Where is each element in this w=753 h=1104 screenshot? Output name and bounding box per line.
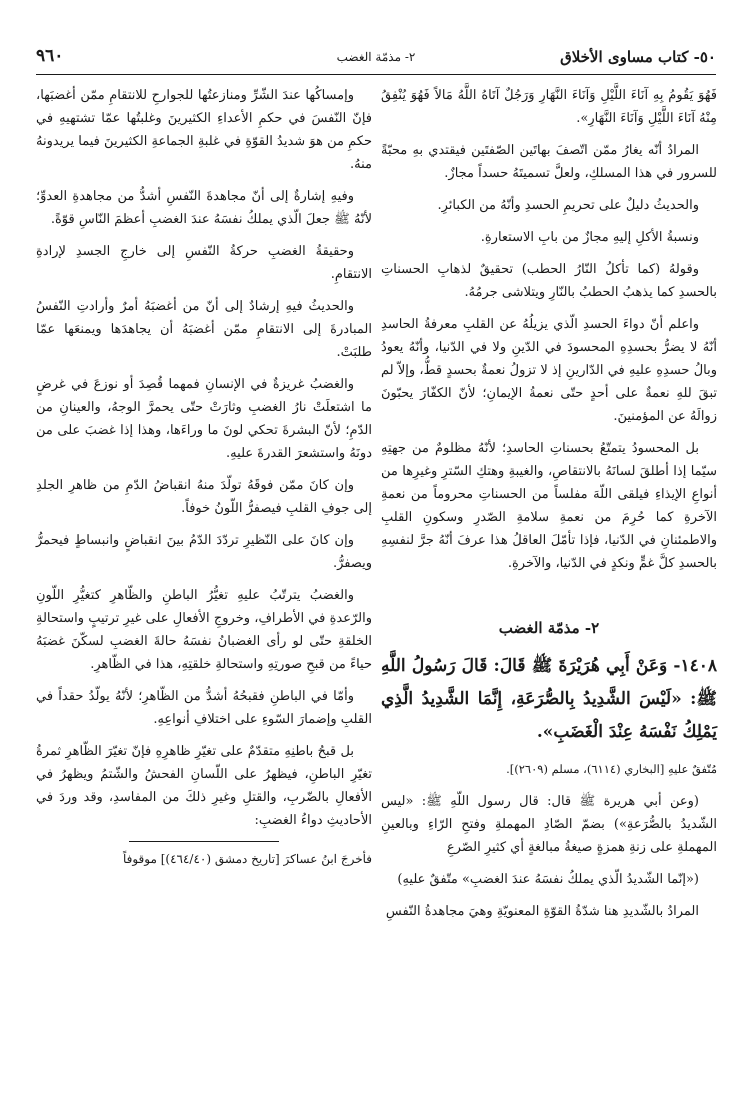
paragraph: والحديثُ دليلٌ على تحريمِ الحسدِ وأنّهُ من الكبائرِ. xyxy=(437,198,699,213)
left-column xyxy=(36,84,372,879)
hadith-reference: مُتّفقٌ عليهِ [البخاري (٦١١٤)، مسلم (٢٦٠٩)]. xyxy=(506,762,717,776)
paragraph: واعلم أنّ دواءَ الحسدِ الّذي يزيلُهُ عن القلبِ معرفةُ الحاسدِ أنّهُ لا يضرُّ بحسدِهِ المحسودَ في الدّينِ ولا في الدّنيا، وأنّهُ يعودُ وبالُ حسدِهِ عليهِ في الدّارينِ إذ لا تزولُ نعمةٌ بحسدٍ قطُّ، وإلاّ لم تبقَ للهِ نعمةٌ على أحدٍ حتّى نعمةُ الإيمانِ؛ لأنّ الكفّارَ يحبّونَ زوالَهُ عن المؤمنينَ. xyxy=(381,317,717,424)
paragraph: («إنّما الشّديدُ الّذي يملكُ نفسَهُ عندَ الغضبِ» متّفقٌ عليهِ) xyxy=(397,872,699,887)
paragraph: فَهُوَ يَقُومُ بِهِ آنَاءَ اللَّيْلِ وَآنَاءَ النَّهَارِ وَرَجُلٌ آتَاهُ اللَّهُ مَالاً فَهُوَ يُنْفِقُ مِنْهُ آنَاءَ اللَّيْلِ وَآنَاءَ النَّهَارِ». xyxy=(381,88,717,126)
paragraph: المرادُ أنّه يغارُ ممّن اتّصفَ بهاتَين الصّفتَين فيقتدي بهِ محبّةً للسرور في هذا المسلكِ، ولعلَّ تسميتَهُ حسداً مجازٌ. xyxy=(381,143,717,181)
book-title: ٥٠- كتاب مساوى الأخلاق xyxy=(560,48,716,66)
section-title: ٢- مذمّة الغضب xyxy=(498,619,600,637)
hadith-text: ١٤٠٨- وَعَنْ أَبِي هُرَيْرَةَ ﷺ قَالَ: قَالَ رَسُولُ اللَّهِ ﷺ: «لَيْسَ الشَّدِيدُ بِالصُّرَعَةِ، إِنَّمَا الشَّدِيدُ الَّذِي يَمْلِكُ نَفْسَهُ عِنْدَ الْغَضَبِ». xyxy=(381,656,717,742)
paragraph: والغضبُ يترتّبُ عليهِ تغيُّرُ الباطنِ والظّاهرِ كتغيُّرِ اللّونِ والرّعدةِ في الأطرافِ، وخروجِ الأفعالِ على غيرِ ترتيبٍ واستحالةِ الخلقةِ حتّى لو رأى الغضبانُ نفسَهُ حالةَ الغضبِ لسكّنَ غضبَهُ حياءً من قبحِ صورتِهِ واستحالةِ خلقتِهِ، هذا في الظّاهرِ. xyxy=(36,588,372,672)
paragraph: وحقيقةُ الغضبِ حركةُ النّفسِ إلى خارجِ الجسدِ لإرادةِ الانتقامِ. xyxy=(36,244,372,282)
paragraph: وإن كانَ ممّن فوقَهُ تولّدَ منهُ انقباضُ الدّمِ من ظاهرِ الجلدِ إلى جوفِ القلبِ فيصفرُّ اللّونُ خوفاً. xyxy=(36,478,372,516)
paragraph: وقولهُ (كما تأكلُ النّارُ الحطب) تحقيقٌ لذهابِ الحسناتِ بالحسدِ كما يذهبُ الحطبُ بالنّارِ ويتلاشى جرمُهُ. xyxy=(381,262,717,300)
paragraph: وإن كانَ على النّظيرِ تردّدَ الدّمُ بينَ انقباضٍ وانبساطٍ فيحمرُّ ويصفرُّ. xyxy=(36,533,372,571)
paragraph: ونسبةُ الأكلِ إليهِ مجازٌ من بابِ الاستعارةِ. xyxy=(480,230,699,245)
paragraph: المرادُ بالشّديدِ هنا شدّةُ القوّةِ المعنويّةِ وهيَ مجاهدةُ النّفسِ xyxy=(385,904,699,919)
footnote: فأخرجَ ابنُ عساكرَ [تاريخ دمشق (٤٦٤/٤٠)] موقوفاً xyxy=(122,852,372,866)
right-column xyxy=(381,84,717,932)
chapter-title: ٢- مذمّة الغضب xyxy=(336,50,416,64)
page-header xyxy=(36,46,716,72)
paragraph: (وعن أبي هريرة ﷺ قال: قال رسول اللّهِ ﷺ: «ليس الشّديدُ بالصُّرَعةِ») بضمّ الصّادِ المهملةِ وفتحِ الرّاءِ وبالعينِ المهملةِ على زنةِ همزةٍ صيغةُ مبالغةٍ أي كثيرِ الصّرعِ xyxy=(381,794,717,855)
paragraph: بل قبحُ باطنِهِ متقدّمٌ على تغيّرِ ظاهرِهِ فإنّ تغيّرَ الظّاهرِ ثمرةُ تغيّرِ الباطنِ، فيظهرُ على اللّسانِ الفحشُ والشّتمُ ويظهرُ في الأفعالِ بالضّربِ، والقتلِ وغيرِ ذلكَ من المفاسدِ، وقد وردَ في الأحاديثِ دواءُ الغضبِ: xyxy=(36,744,372,828)
header-rule xyxy=(36,74,716,75)
paragraph: وأمّا في الباطنِ فقبحُهُ أشدُّ من الظّاهرِ؛ لأنّهُ يولّدُ حقداً في القلبِ وإضمارَ السّوءِ على اختلافِ أنواعِهِ. xyxy=(36,689,372,727)
paragraph: والغضبُ غريزةٌ في الإنسانِ فمهما قُصِدَ أو نوزعَ في غرضٍ ما اشتعلَتْ نارُ الغضبِ وثارَتْ حتّى يحمرَّ الوجهُ، والعينانِ من الدّمِ؛ لأنّ البشرةَ تحكي لونَ ما وراءَها، وهذا إذا غضبَ على من دونَهُ واستشعرَ القدرةَ عليهِ. xyxy=(36,377,372,461)
footnote-separator xyxy=(129,841,279,842)
page-number: ٩٦٠ xyxy=(36,46,64,66)
paragraph: بل المحسودُ يتمتّعُ بحسناتِ الحاسدِ؛ لأنّهُ مظلومٌ من جهتِهِ سيّما إذا أطلقَ لسانَهُ بالانتقاصِ، والغيبةِ وهتكِ السّترِ وغيرِها من أنواعِ الإيذاءِ فيلقى اللّهَ مفلساً من الحسناتِ محروماً من نعمةِ الآخرةِ كما حُرِمَ من نعمةِ سلامةِ الصّدرِ وسكونِ القلبِ والاطمئنانِ في الدّنيا، فإذا تأمّلَ العاقلُ هذا عرفَ أنّهُ جرَّ لنفسِهِ بالحسدِ كلَّ غمٍّ ونكدٍ في الدّنيا، والآخرةِ. xyxy=(381,441,717,571)
paragraph: وفيهِ إشارةٌ إلى أنّ مجاهدةَ النّفسِ أشدُّ من مجاهدةِ العدوِّ؛ لأنّهُ ﷺ جعلَ الّذي يملكُ نفسَهُ عندَ الغضبِ أعظمَ النّاسِ قوّةً. xyxy=(36,189,372,227)
paragraph: وإمساكُها عندَ الشّرِّ ومنازعتُها للجوارحِ للانتقامِ ممّن أغضبَها، فإنّ النّفسَ في حكمِ الأعداءِ الكثيرينَ وغلبتُها عمّا تشتهيهِ في حكمِ من هوَ شديدُ القوّةِ في غلبةِ الجماعةِ الكثيرينَ فيما يريدونهُ منهُ. xyxy=(36,88,372,172)
paragraph: والحديثُ فيهِ إرشادٌ إلى أنّ من أغضبَهُ أمرٌ وأرادتِ النّفسُ المبادرةَ إلى الانتقامِ ممّن أغضبَهُ أن يجاهدَها ويمنعَها عمّا طلبَتْ. xyxy=(36,299,372,360)
